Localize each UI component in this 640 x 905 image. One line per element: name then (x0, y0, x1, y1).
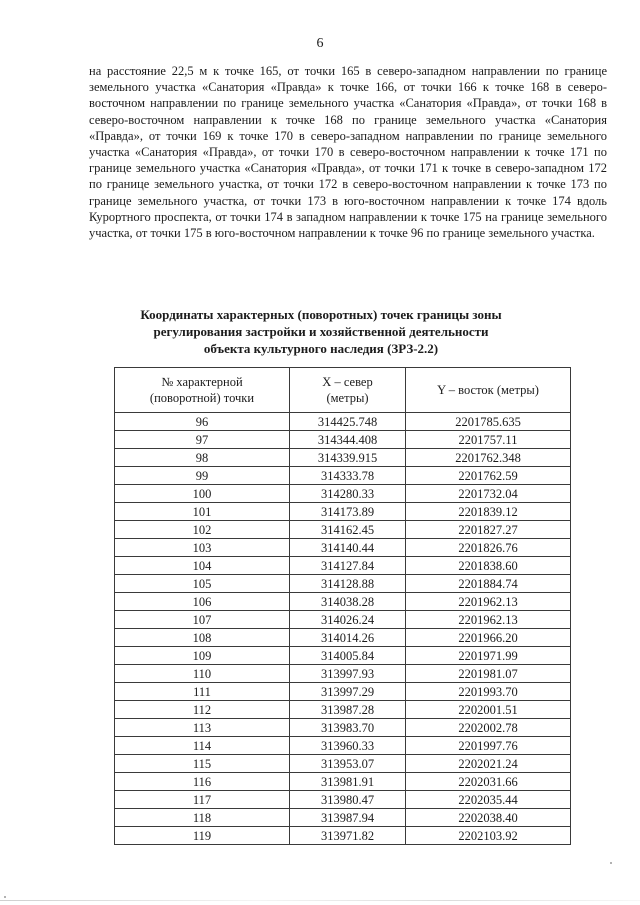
cell-x-north: 314026.24 (290, 611, 406, 629)
cell-y-east: 2201839.12 (406, 503, 571, 521)
table-row (115, 809, 571, 827)
table-row (115, 539, 571, 557)
cell-x-north: 313997.29 (290, 683, 406, 701)
cell-x-north: 313987.28 (290, 701, 406, 719)
cell-point-number: 112 (115, 701, 290, 719)
header-text: (метры) (326, 391, 369, 405)
cell-y-east: 2201762.348 (406, 449, 571, 467)
cell-x-north: 314038.28 (290, 593, 406, 611)
cell-point-number: 116 (115, 773, 290, 791)
cell-point-number: 101 (115, 503, 290, 521)
cell-x-north: 313953.07 (290, 755, 406, 773)
cell-point-number: 97 (115, 431, 290, 449)
cell-x-north: 313983.70 (290, 719, 406, 737)
cell-point-number: 105 (115, 575, 290, 593)
cell-point-number: 114 (115, 737, 290, 755)
cell-point-number: 108 (115, 629, 290, 647)
table-row (115, 557, 571, 575)
cell-point-number: 96 (115, 413, 290, 431)
table-title-line: объекта культурного наследия (ЗРЗ-2.2) (203, 341, 439, 356)
table-title (100, 306, 542, 357)
coordinates-table (114, 367, 571, 845)
table-row (115, 521, 571, 539)
cell-y-east: 2201827.27 (406, 521, 571, 539)
header-point-number (115, 368, 290, 413)
cell-point-number: 103 (115, 539, 290, 557)
cell-point-number: 118 (115, 809, 290, 827)
table-row (115, 575, 571, 593)
table-row (115, 701, 571, 719)
header-text: № характерной (161, 375, 243, 389)
table-header-row (115, 368, 571, 413)
cell-x-north: 313981.91 (290, 773, 406, 791)
table-row (115, 503, 571, 521)
cell-y-east: 2201962.13 (406, 611, 571, 629)
cell-x-north: 313980.47 (290, 791, 406, 809)
cell-x-north: 314005.84 (290, 647, 406, 665)
cell-y-east: 2202031.66 (406, 773, 571, 791)
cell-point-number: 106 (115, 593, 290, 611)
cell-point-number: 110 (115, 665, 290, 683)
table-row (115, 413, 571, 431)
cell-x-north: 314280.33 (290, 485, 406, 503)
cell-x-north: 314162.45 (290, 521, 406, 539)
cell-x-north: 314425.748 (290, 413, 406, 431)
cell-y-east: 2202002.78 (406, 719, 571, 737)
table-row (115, 827, 571, 845)
cell-point-number: 119 (115, 827, 290, 845)
cell-y-east: 2202021.24 (406, 755, 571, 773)
cell-x-north: 313987.94 (290, 809, 406, 827)
page-number: 6 (316, 36, 324, 51)
scan-speck (4, 896, 6, 898)
cell-x-north: 314127.84 (290, 557, 406, 575)
cell-y-east: 2201884.74 (406, 575, 571, 593)
cell-point-number: 107 (115, 611, 290, 629)
cell-x-north: 313971.82 (290, 827, 406, 845)
cell-point-number: 102 (115, 521, 290, 539)
table-row (115, 467, 571, 485)
header-x-north (290, 368, 406, 413)
cell-x-north: 314014.26 (290, 629, 406, 647)
cell-point-number: 104 (115, 557, 290, 575)
cell-x-north: 314339.915 (290, 449, 406, 467)
cell-y-east: 2201981.07 (406, 665, 571, 683)
cell-point-number: 100 (115, 485, 290, 503)
cell-x-north: 314140.44 (290, 539, 406, 557)
table-row (115, 647, 571, 665)
cell-point-number: 99 (115, 467, 290, 485)
table-row (115, 485, 571, 503)
cell-y-east: 2201757.11 (406, 431, 571, 449)
header-text: (поворотной) точки (149, 391, 255, 405)
table-row (115, 683, 571, 701)
cell-y-east: 2201993.70 (406, 683, 571, 701)
table-row (115, 431, 571, 449)
table-row (115, 449, 571, 467)
cell-x-north: 313997.93 (290, 665, 406, 683)
cell-x-north: 313960.33 (290, 737, 406, 755)
table-title-line: регулирования застройки и хозяйственной деятельности (153, 324, 489, 339)
cell-point-number: 117 (115, 791, 290, 809)
cell-y-east: 2201762.59 (406, 467, 571, 485)
cell-y-east: 2202001.51 (406, 701, 571, 719)
scan-edge-artifact (0, 900, 640, 901)
cell-y-east: 2201971.99 (406, 647, 571, 665)
table-title-line: Координаты характерных (поворотных) точек границы зоны (140, 307, 502, 322)
cell-y-east: 2202103.92 (406, 827, 571, 845)
cell-x-north: 314344.408 (290, 431, 406, 449)
cell-point-number: 113 (115, 719, 290, 737)
header-text: Y – восток (метры) (437, 383, 539, 397)
table-body (115, 413, 571, 845)
cell-point-number: 115 (115, 755, 290, 773)
table-row (115, 593, 571, 611)
cell-x-north: 314128.88 (290, 575, 406, 593)
cell-y-east: 2202038.40 (406, 809, 571, 827)
cell-point-number: 111 (115, 683, 290, 701)
cell-y-east: 2202035.44 (406, 791, 571, 809)
cell-y-east: 2201826.76 (406, 539, 571, 557)
scan-speck (610, 862, 612, 864)
cell-point-number: 98 (115, 449, 290, 467)
cell-x-north: 314173.89 (290, 503, 406, 521)
body-paragraph: на расстояние 22,5 м к точке 165, от точки 165 в северо-западном направлении по границе земельного участка «Санатория «Правда» к точке 166, от точки 166 к точке 168 в северо-восточном направлении по границе земельного участка «Санатория «Правда», от точки 168 в северо-восточном направлении к точке 168 по границе земельного участка «Санатория «Правда», от точки 169 к точке 170 в северо-западном направлении по границе земельного участка «Санатория «Правда», от точки 170 в северо-восточном направлении к точке 171 по границе земельного участка «Санатория «Правда», от точки 171 к точке в северо-западном 172 по границе земельного участка, от точки 172 в северо-восточном направлении к точке 173 по границе земельного участка, от точки 173 в юго-восточном направлении к точке 174 вдоль Курортного проспекта, от точки 174 в западном направлении к точке 175 на границе земельного участка, от точки 175 в юго-восточном направлении к точке 96 по границе земельного участка. (89, 64, 607, 241)
cell-x-north: 314333.78 (290, 467, 406, 485)
cell-point-number: 109 (115, 647, 290, 665)
header-text: X – север (322, 375, 373, 389)
cell-y-east: 2201962.13 (406, 593, 571, 611)
table-row (115, 755, 571, 773)
table-row (115, 719, 571, 737)
cell-y-east: 2201785.635 (406, 413, 571, 431)
table-row (115, 773, 571, 791)
table-row (115, 665, 571, 683)
table-row (115, 791, 571, 809)
table-row (115, 737, 571, 755)
cell-y-east: 2201732.04 (406, 485, 571, 503)
cell-y-east: 2201997.76 (406, 737, 571, 755)
cell-y-east: 2201838.60 (406, 557, 571, 575)
cell-y-east: 2201966.20 (406, 629, 571, 647)
table-row (115, 629, 571, 647)
header-y-east (406, 368, 571, 413)
table-row (115, 611, 571, 629)
